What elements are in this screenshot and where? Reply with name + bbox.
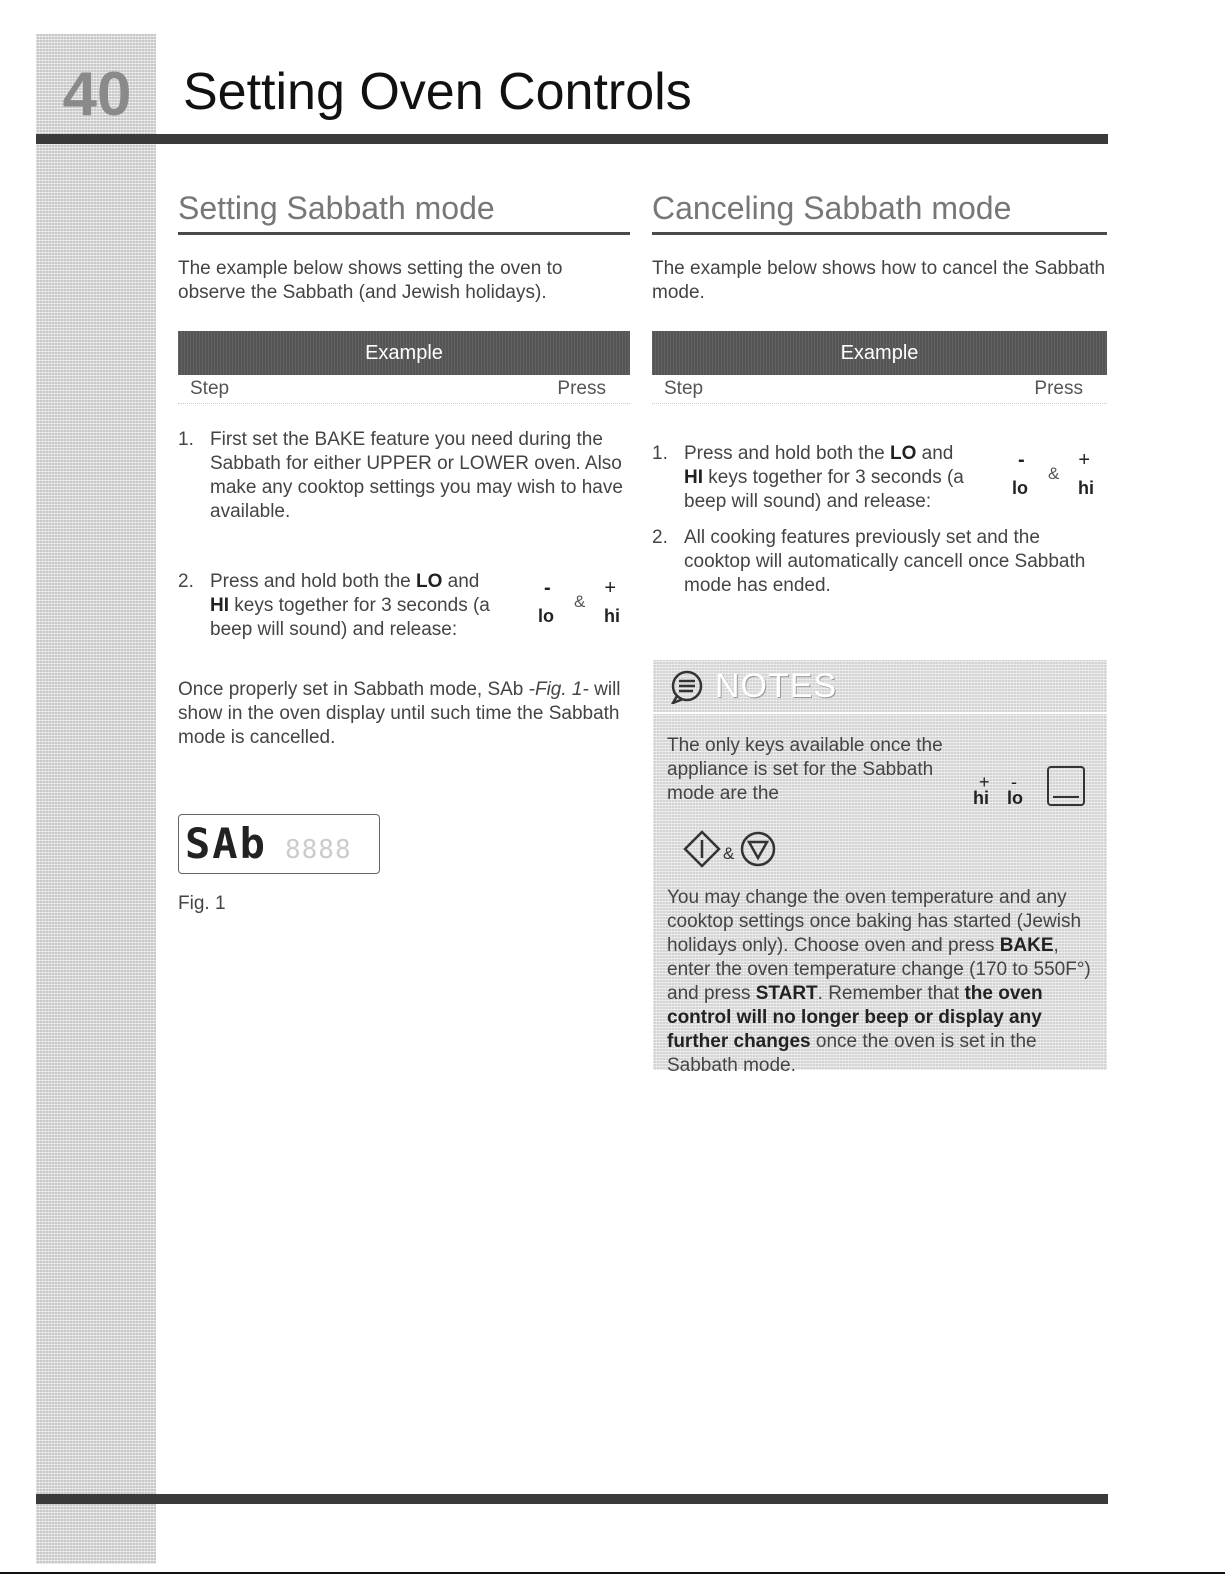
step-number: 1. [652, 443, 668, 464]
lo-key: lo [1012, 478, 1028, 498]
step-item [178, 428, 630, 524]
hi-key: hi [973, 788, 989, 808]
setting-sabbath-section [178, 188, 630, 750]
section-heading: Setting Sabbath mode [178, 188, 630, 235]
stop-key-icon [739, 830, 777, 875]
note-temperature-change: You may change the oven temperature and any cooktop settings once baking has started (Jewish holidays only). Choose oven and press BAKE, enter the oven temperature change (170 to 550F°) and press START. Remember that the oven control will no longer beep or display any further changes once the oven is set in the Sabbath mode. [667, 887, 1091, 1076]
lo-hi-keys [534, 576, 624, 630]
footer-rule [36, 1494, 1108, 1504]
example-bar: Example [652, 331, 1107, 375]
header-rule [36, 134, 1108, 144]
step-text: First set the BAKE feature you need during the Sabbath for either UPPER or LOWER oven. Also make any cooktop settings you may wish to have available. [210, 429, 623, 522]
notes-box [653, 660, 1107, 1076]
figure-caption: Fig. 1 [178, 893, 226, 914]
start-key-icon [683, 830, 721, 875]
section-intro: The example below shows setting the oven to observe the Sabbath (and Jewish holidays). [178, 258, 563, 303]
note-keys-available: The only keys available once the appliance is set for the Sabbath mode are the [667, 735, 943, 804]
section-intro: The example below shows how to cancel the Sabbath mode. [652, 258, 1106, 303]
example-bar: Example [178, 331, 630, 375]
minus-symbol: - [1018, 449, 1025, 471]
plus-symbol: + [604, 577, 616, 599]
step-item [178, 570, 630, 642]
display-secondary-digits: 8888 [285, 835, 352, 865]
section-heading: Canceling Sabbath mode [652, 188, 1107, 235]
step-item [652, 526, 1107, 598]
ampersand: & [574, 592, 586, 611]
page-number: 40 [62, 60, 132, 129]
notes-title: NOTES [715, 667, 838, 705]
ampersand: & [1048, 464, 1060, 483]
step-label: Step [664, 378, 704, 399]
note-key-symbols [667, 772, 1095, 830]
step-number: 2. [178, 571, 194, 592]
plus-symbol: + [979, 772, 990, 792]
step-text: All cooking features previously set and the cooktop will automatically cancell once Sabbath mode has ended. [684, 527, 1086, 596]
step-press-header [178, 375, 630, 404]
step-item [652, 442, 1107, 514]
lo-hi-keys [1008, 448, 1098, 502]
notes-speech-bubble-icon [669, 670, 705, 709]
notes-header [653, 660, 1107, 714]
lo-key: lo [538, 606, 554, 626]
notes-body [667, 734, 1095, 1078]
minus-symbol: - [1011, 772, 1017, 792]
note-start-stop-icons [667, 830, 1095, 878]
page-edge-line [0, 1572, 1225, 1574]
ampersand: & [723, 844, 735, 863]
page-title: Setting Oven Controls [183, 63, 692, 121]
minus-symbol: - [544, 577, 551, 599]
display-main-text: SAb [185, 819, 267, 868]
press-label: Press [557, 378, 606, 399]
canceling-sabbath-section [652, 188, 1107, 598]
light-key-icon [1047, 766, 1085, 806]
hi-key: hi [1078, 478, 1094, 498]
press-label: Press [1034, 378, 1083, 399]
step-text: Press and hold both the LO and HI keys together for 3 seconds (a beep will sound) and release: [684, 443, 964, 512]
lo-key: lo [1007, 788, 1023, 808]
step-text: Press and hold both the LO and HI keys together for 3 seconds (a beep will sound) and release: [210, 571, 490, 640]
plus-symbol: + [1078, 449, 1090, 471]
page-sidebar [36, 34, 156, 1564]
step-number: 2. [652, 527, 668, 548]
sabbath-display-paragraph: Once properly set in Sabbath mode, SAb -Fig. 1- will show in the oven display until such time the Sabbath mode is cancelled. [178, 679, 621, 748]
step-number: 1. [178, 429, 194, 450]
oven-display-figure [178, 814, 380, 874]
hi-key: hi [604, 606, 620, 626]
step-label: Step [190, 378, 230, 399]
step-press-header [652, 375, 1107, 404]
